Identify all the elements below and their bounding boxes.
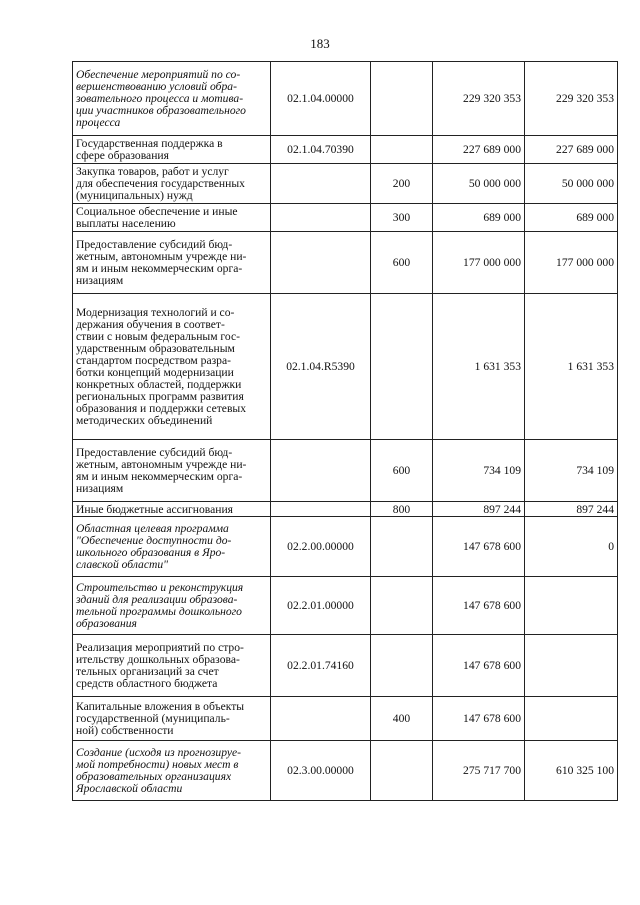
table-row [73,294,618,440]
expense-type-cell: 600 [371,440,433,502]
item-name-cell: Закупка товаров, работ и услуг для обеспечения государственных (муниципальных) нужд [73,164,271,204]
amount-2-cell [525,635,618,697]
amount-2-cell: 0 [525,517,618,577]
item-name-cell: Предоставление субсидий бюд- жетным, автономным учрежде ни- ям и иным некоммерческим орга- низациям [73,440,271,502]
amount-1-cell: 147 678 600 [433,517,525,577]
amount-1-cell: 229 320 353 [433,62,525,136]
target-code-cell: 02.2.00.00000 [271,517,371,577]
target-code-cell [271,697,371,741]
amount-1-cell: 147 678 600 [433,635,525,697]
page-number: 183 [310,36,330,51]
target-code-cell [271,440,371,502]
item-name-cell: Обеспечение мероприятий по со- вершенствованию условий обра- зовательного процесса и мотива- ции участников образовательного процесса [73,62,271,136]
expense-type-cell [371,62,433,136]
target-code-cell [271,502,371,517]
table-row [73,741,618,801]
item-name-cell: Модернизация технологий и со- держания обучения в соответ- ствии с новым федеральным гос- ударственным образовательным стандартом посредством разра- ботки концепций модернизации конкретных областей, поддержки региональных программ развития образования и поддержки сетевых методических объединений [73,294,271,440]
amount-1-cell: 147 678 600 [433,697,525,741]
target-code-cell: 02.1.04.00000 [271,62,371,136]
item-name-cell: Создание (исходя из прогнозируе- мой потребности) новых мест в образовательных организациях Ярославской области [73,741,271,801]
expense-type-cell [371,577,433,635]
amount-2-cell: 610 325 100 [525,741,618,801]
amount-1-cell: 1 631 353 [433,294,525,440]
target-code-cell: 02.1.04.R5390 [271,294,371,440]
amount-2-cell [525,697,618,741]
target-code-cell [271,232,371,294]
table-row [73,164,618,204]
item-name-cell: Строительство и реконструкция зданий для реализации образова- тельной программы дошкольного образования [73,577,271,635]
table-row [73,204,618,232]
item-name-cell: Областная целевая программа "Обеспечение доступности до- школьного образования в Яро- славской области" [73,517,271,577]
target-code-cell [271,164,371,204]
amount-2-cell: 1 631 353 [525,294,618,440]
item-name-cell: Предоставление субсидий бюд- жетным, автономным учрежде ни- ям и иным некоммерческим орга- низациям [73,232,271,294]
target-code-cell: 02.2.01.00000 [271,577,371,635]
table-body [73,62,618,801]
table-row [73,635,618,697]
amount-2-cell [525,577,618,635]
expense-type-cell [371,741,433,801]
amount-2-cell: 227 689 000 [525,136,618,164]
item-name-cell: Социальное обеспечение и иные выплаты населению [73,204,271,232]
expense-type-cell [371,517,433,577]
item-name-cell: Государственная поддержка в сфере образования [73,136,271,164]
table-row [73,136,618,164]
expense-type-cell: 800 [371,502,433,517]
target-code-cell: 02.3.00.00000 [271,741,371,801]
item-name-cell: Реализация мероприятий по стро- ительству дошкольных образова- тельных организаций за счет средств областного бюджета [73,635,271,697]
budget-table [72,61,618,801]
expense-type-cell [371,294,433,440]
amount-1-cell: 50 000 000 [433,164,525,204]
expense-type-cell [371,136,433,164]
table-row [73,697,618,741]
amount-1-cell: 734 109 [433,440,525,502]
amount-2-cell: 897 244 [525,502,618,517]
amount-1-cell: 147 678 600 [433,577,525,635]
amount-1-cell: 227 689 000 [433,136,525,164]
table-row [73,62,618,136]
table-row [73,502,618,517]
target-code-cell: 02.1.04.70390 [271,136,371,164]
target-code-cell: 02.2.01.74160 [271,635,371,697]
amount-2-cell: 229 320 353 [525,62,618,136]
table-row [73,517,618,577]
expense-type-cell: 600 [371,232,433,294]
expense-type-cell [371,635,433,697]
table-row [73,232,618,294]
expense-type-cell: 300 [371,204,433,232]
amount-1-cell: 177 000 000 [433,232,525,294]
amount-2-cell: 50 000 000 [525,164,618,204]
amount-1-cell: 689 000 [433,204,525,232]
target-code-cell [271,204,371,232]
item-name-cell: Капитальные вложения в объекты государственной (муниципаль- ной) собственности [73,697,271,741]
item-name-cell: Иные бюджетные ассигнования [73,502,271,517]
expense-type-cell: 200 [371,164,433,204]
amount-2-cell: 177 000 000 [525,232,618,294]
amount-1-cell: 275 717 700 [433,741,525,801]
amount-2-cell: 689 000 [525,204,618,232]
amount-1-cell: 897 244 [433,502,525,517]
table-row [73,440,618,502]
amount-2-cell: 734 109 [525,440,618,502]
expense-type-cell: 400 [371,697,433,741]
table-row [73,577,618,635]
